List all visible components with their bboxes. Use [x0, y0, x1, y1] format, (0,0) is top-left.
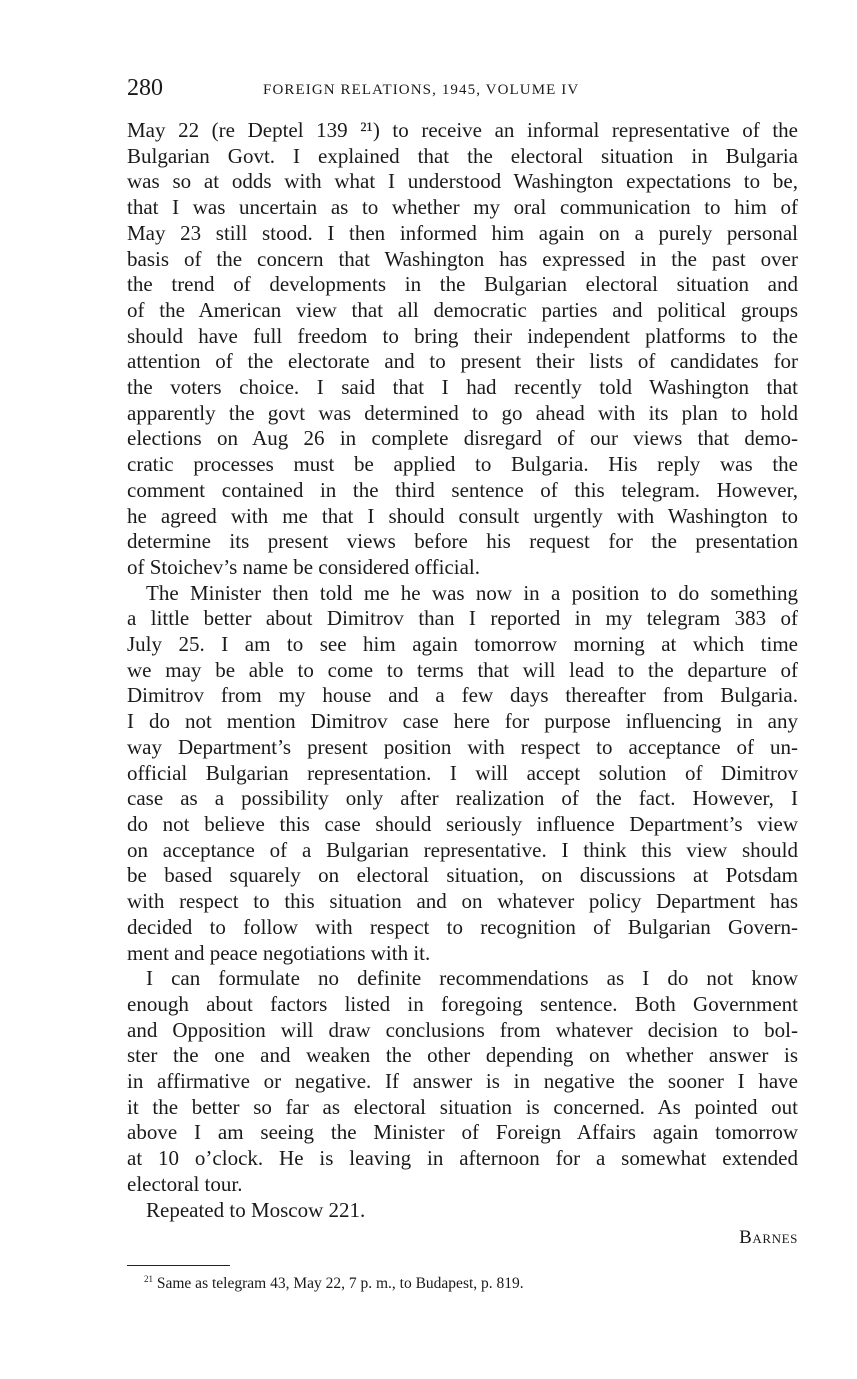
text-line: cratic processes must be applied to Bulgaria. His reply was the — [127, 452, 798, 477]
paragraph — [127, 118, 798, 581]
text-line: basis of the concern that Washington has expressed in the past over — [127, 246, 798, 271]
text-line: apparently the govt was determined to go ahead with its plan to hold — [127, 400, 798, 425]
text-line: comment contained in the third sentence of this telegram. However, — [127, 477, 798, 502]
text-line: determine its present views before his request for the presentation — [127, 529, 798, 554]
text-line: with respect to this situation and on whatever policy Department has — [127, 889, 798, 914]
text-line: July 25. I am to see him again tomorrow morning at which time — [127, 632, 798, 657]
text-line: we may be able to come to terms that will lead to the departure of — [127, 657, 798, 682]
text-line: elections on Aug 26 in complete disregard of our views that demo- — [127, 426, 798, 451]
text-line: do not believe this case should seriously influence Department’s view — [127, 811, 798, 836]
text-line: Repeated to Moscow 221. — [146, 1197, 366, 1222]
text-line: that I was uncertain as to whether my oral communication to him of — [127, 195, 798, 220]
text-line: in affirmative or negative. If answer is in negative the sooner I have — [127, 1069, 798, 1094]
document-page — [127, 72, 798, 1294]
text-line: and Opposition will draw conclusions from whatever decision to bol- — [127, 1017, 798, 1042]
footnote-rule — [127, 1265, 230, 1266]
text-line: I do not mention Dimitrov case here for purpose influencing in any — [127, 709, 798, 734]
text-line: at 10 o’clock. He is leaving in afternoon for a somewhat extended — [127, 1146, 798, 1171]
footnote-text: Same as telegram 43, May 22, 7 p. m., to Budapest, p. 819. — [156, 1274, 524, 1292]
text-line: should have full freedom to bring their independent platforms to the — [127, 323, 798, 348]
text-line: on acceptance of a Bulgarian representative. I think this view should — [127, 837, 798, 862]
body-text — [127, 118, 798, 1223]
running-title: FOREIGN RELATIONS, 1945, VOLUME IV — [263, 82, 580, 98]
text-line: he agreed with me that I should consult urgently with Washington to — [127, 503, 798, 528]
text-line: it the better so far as electoral situation is concerned. As pointed out — [127, 1094, 798, 1119]
text-line: ment and peace negotiations with it. — [127, 940, 431, 965]
footnote — [127, 1274, 798, 1294]
text-line: case as a possibility only after realization of the fact. However, I — [127, 786, 798, 811]
text-line: way Department’s present position with respect to acceptance of un- — [127, 734, 798, 759]
running-head — [127, 72, 798, 104]
text-line: enough about factors listed in foregoing sentence. Both Government — [127, 991, 798, 1016]
footnote-marker: 21 — [144, 1273, 153, 1284]
text-line: attention of the electorate and to present their lists of candidates for — [127, 349, 798, 374]
text-line: the voters choice. I said that I had recently told Washington that — [127, 375, 798, 400]
text-line: The Minister then told me he was now in a position to do something — [146, 580, 798, 605]
text-line: Dimitrov from my house and a few days thereafter from Bulgaria. — [127, 683, 798, 708]
text-line: be based squarely on electoral situation, on discussions at Potsdam — [127, 863, 798, 888]
text-line: of Stoichev’s name be considered official. — [127, 554, 481, 579]
text-line: decided to follow with respect to recognition of Bulgarian Govern- — [127, 914, 798, 939]
page-number: 280 — [127, 75, 163, 101]
text-line: Bulgarian Govt. I explained that the electoral situation in Bulgaria — [127, 143, 798, 168]
paragraph — [127, 966, 798, 1197]
text-line: official Bulgarian representation. I will accept solution of Dimitrov — [127, 760, 798, 785]
text-line: of the American view that all democratic parties and political groups — [127, 297, 798, 322]
text-line: the trend of developments in the Bulgarian electoral situation and — [127, 272, 798, 297]
signature: Barnes — [739, 1227, 798, 1249]
text-line: I can formulate no definite recommendations as I do not know — [146, 966, 798, 991]
text-line: May 23 still stood. I then informed him again on a purely personal — [127, 220, 798, 245]
text-line: electoral tour. — [127, 1171, 243, 1196]
paragraph — [127, 1198, 798, 1224]
text-line: a little better about Dimitrov than I reported in my telegram 383 of — [127, 606, 798, 631]
text-line: ster the one and weaken the other depending on whether answer is — [127, 1043, 798, 1068]
paragraph — [127, 581, 798, 967]
text-line: was so at odds with what I understood Washington expectations to be, — [127, 169, 798, 194]
text-line: May 22 (re Deptel 139 ²¹) to receive an informal representative of the — [127, 118, 798, 142]
text-line: above I am seeing the Minister of Foreign Affairs again tomorrow — [127, 1120, 798, 1145]
